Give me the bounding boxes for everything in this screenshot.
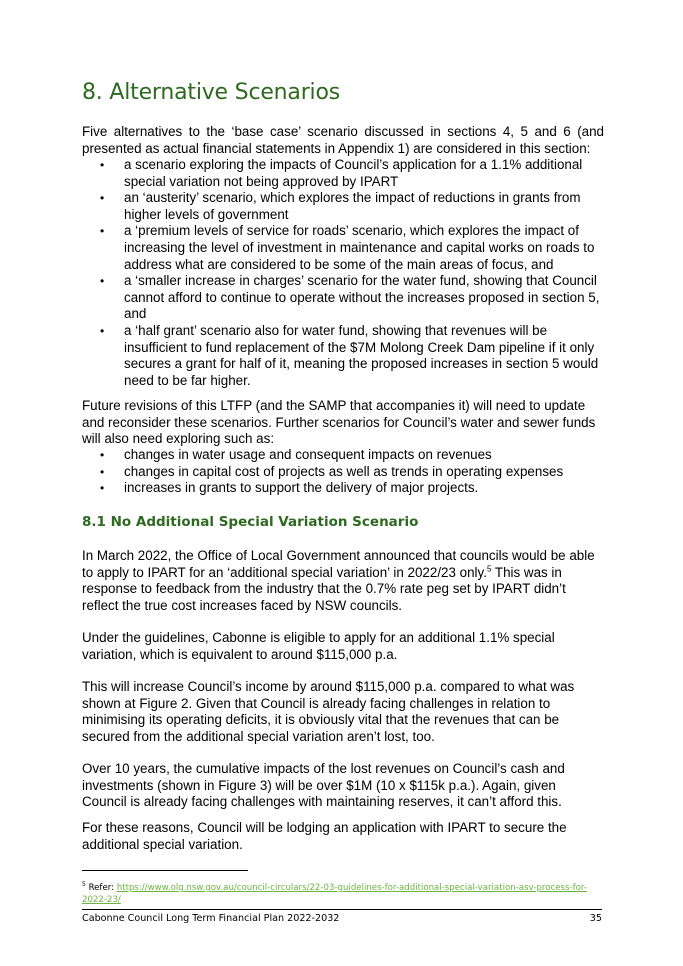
list-item: • a ‘smaller increase in charges’ scenario for the water fund, showing that Council cannot afford to continue to operate without the increases proposed in section 5, and (100, 273, 600, 322)
footnote-reference[interactable]: 5 (486, 564, 492, 574)
bullet-icon: • (100, 274, 105, 289)
list-item: • a ‘premium levels of service for roads’ scenario, which explores the impact of increasing the level of investment in maintenance and capital works on roads to address what are considered to be some of the main areas of focus, and (100, 223, 595, 272)
footnote: $^5$ Refer: https://www.olg.nsw.gov.au/council-circulars/22-03-guidelines-for-additional-special-variation-asv-process-for-2022-23/ (82, 881, 587, 905)
asv-announcement-paragraph: In March 2022, the Office of Local Government announced that councils would be able to apply to IPART for an ‘additional special variation’ in 2022/23 only.$^5$ This was in response to feedback from the industry that the 0.7% rate peg set by IPART didn’t reflect the true cost increases faced by NSW councils. (82, 548, 595, 613)
footer-title: Cabonne Council Long Term Financial Plan 2022-2032 (82, 913, 340, 924)
bullet-icon: • (100, 158, 105, 172)
income-paragraph: This will increase Council’s income by around $115,000 p.a. compared to what was shown at Figure 2. Given that Council is already facing challenges in relation to minimising its operating deficits, it is obviously vital that the revenues that can be secured from the additional special variation aren’t lost, too. (82, 679, 575, 744)
bullet-icon: • (100, 448, 105, 462)
list-item: • changes in capital cost of projects as well as trends in operating expenses (100, 463, 564, 479)
bullet-icon: • (100, 481, 105, 496)
list-item: • changes in water usage and consequent impacts on revenues (100, 447, 492, 462)
list-item: • a scenario exploring the impacts of Council’s application for a 1.1% additional special variation not being approved by IPART (100, 157, 583, 189)
list-item: • an ‘austerity’ scenario, which explores the impact of reductions in grants from higher levels of government (100, 190, 581, 222)
bullet-icon: • (100, 464, 105, 479)
cumulative-impact-paragraph: Over 10 years, the cumulative impacts of the lost revenues on Council’s cash and investments (shown in Figure 3) will be over $1M (10 x $115k p.a.). Again, given Council is already facing challenges with maintaining reserves, it can’t afford this. (82, 761, 565, 810)
eligibility-paragraph: Under the guidelines, Cabonne is eligible to apply for an additional 1.1% special variation, which is equivalent to around $115,000 p.a. (82, 630, 555, 662)
intro-paragraph: Five alternatives to the ‘base case’ scenario discussed in sections 4, 5 and 6 (and presented as actual financial statements in Appendix 1) are considered in this section: (82, 124, 604, 156)
list-item: • increases in grants to support the delivery of major projects. (100, 480, 479, 496)
bullet-icon: • (100, 323, 105, 338)
page-number: 35 (589, 913, 602, 924)
footnote-divider (82, 870, 248, 871)
future-list (82, 447, 604, 497)
bullet-icon: • (100, 191, 105, 206)
section-heading: 8. Alternative Scenarios (82, 80, 340, 105)
footnote-link[interactable]: https://www.olg.nsw.gov.au/council-circulars/22-03-guidelines-for-additional-special-variation-asv-process-for-2022-23/ (82, 882, 587, 905)
bullet-icon: • (100, 224, 105, 239)
footer-divider (82, 909, 602, 910)
subsection-heading: 8.1 No Additional Special Variation Scenario (82, 514, 419, 530)
conclusion-paragraph: For these reasons, Council will be lodging an application with IPART to secure the additional special variation. (82, 820, 567, 852)
future-paragraph: Future revisions of this LTFP (and the SAMP that accompanies it) will need to update and reconsider these scenarios. Further scenarios for Council’s water and sewer funds will also need exploring such as: (82, 398, 596, 447)
list-item: • a ‘half grant’ scenario also for water fund, showing that revenues will be insufficient to fund replacement of the $7M Molong Creek Dam pipeline if it only secures a grant for half of it, meaning the proposed increases in section 5 would need to be far higher. (100, 322, 599, 388)
scenario-list (82, 157, 604, 389)
